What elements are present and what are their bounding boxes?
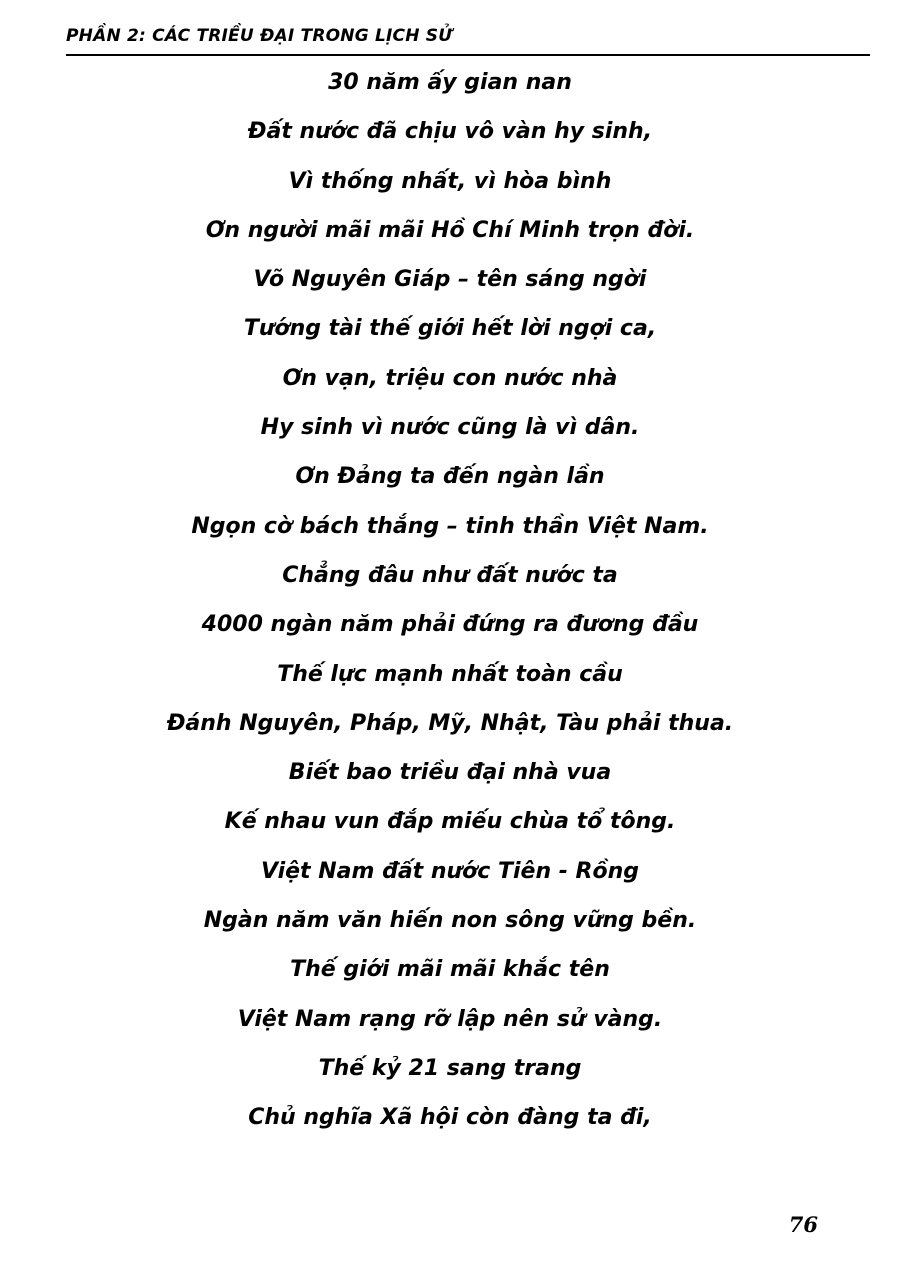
poem-line: Ơn người mãi mãi Hồ Chí Minh trọn đời. bbox=[205, 217, 695, 243]
poem-line: Hy sinh vì nước cũng là vì dân. bbox=[260, 415, 640, 441]
poem-line: Đất nước đã chịu vô vàn hy sinh, bbox=[247, 119, 653, 145]
poem-line: Thế kỷ 21 sang trang bbox=[318, 1055, 582, 1081]
poem-line: Ngàn năm văn hiến non sông vững bền. bbox=[203, 908, 697, 934]
poem-line: Kế nhau vun đắp miếu chùa tổ tông. bbox=[224, 809, 676, 835]
poem-line: Võ Nguyên Giáp – tên sáng ngời bbox=[253, 267, 647, 293]
poem-line: Thế lực mạnh nhất toàn cầu bbox=[277, 661, 623, 687]
poem-line: Ngọn cờ bách thắng – tinh thần Việt Nam. bbox=[191, 513, 709, 539]
poem-line: Biết bao triều đại nhà vua bbox=[288, 760, 612, 786]
poem-line: Đánh Nguyên, Pháp, Mỹ, Nhật, Tàu phải thua. bbox=[166, 710, 734, 736]
section-title: PHẦN 2: CÁC TRIỀU ĐẠI TRONG LỊCH SỬ bbox=[66, 26, 453, 46]
poem-line: 4000 ngàn năm phải đứng ra đương đầu bbox=[201, 612, 699, 638]
poem-line: Vì thống nhất, vì hòa bình bbox=[288, 168, 612, 194]
poem-line: Việt Nam rạng rỡ lập nên sử vàng. bbox=[237, 1006, 663, 1032]
poem bbox=[0, 64, 900, 1149]
page-header bbox=[66, 24, 870, 56]
poem-line: Chẳng đâu như đất nước ta bbox=[282, 562, 618, 588]
poem-line: 30 năm ấy gian nan bbox=[328, 70, 572, 95]
poem-line: Ơn Đảng ta đến ngàn lần bbox=[295, 464, 605, 490]
poem-line: Chủ nghĩa Xã hội còn đàng ta đi, bbox=[248, 1105, 652, 1131]
poem-line: Tướng tài thế giới hết lời ngợi ca, bbox=[243, 316, 657, 342]
poem-line: Việt Nam đất nước Tiên - Rồng bbox=[260, 858, 640, 884]
page-number: 76 bbox=[788, 1212, 818, 1237]
poem-line: Thế giới mãi mãi khắc tên bbox=[290, 957, 610, 983]
poem-line: Ơn vạn, triệu con nước nhà bbox=[282, 365, 618, 391]
